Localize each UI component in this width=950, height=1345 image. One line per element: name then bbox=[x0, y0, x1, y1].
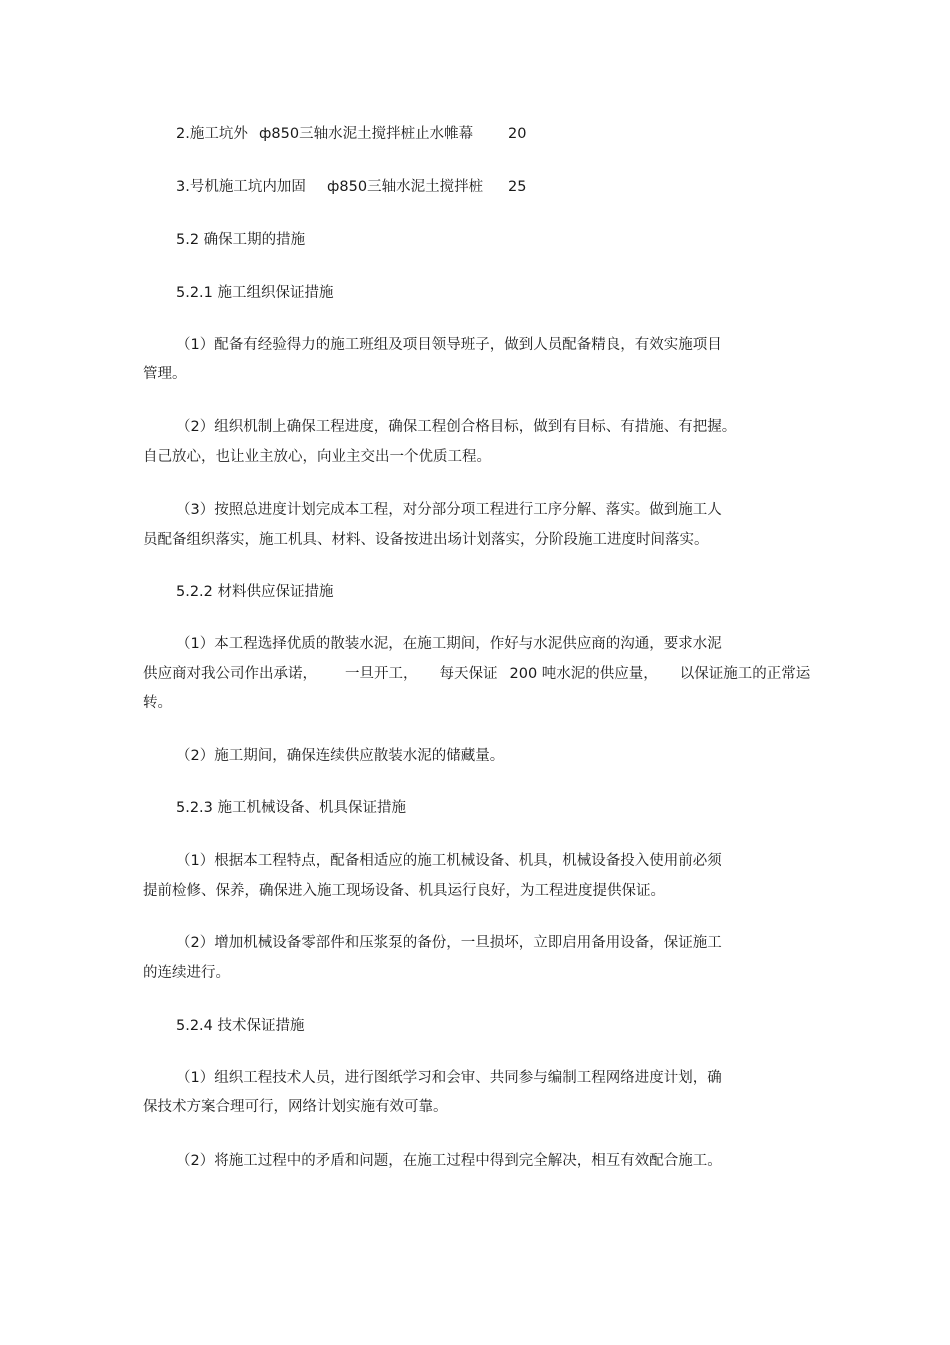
section-heading-5-2-2: 5.2.2 材料供应保证措施 bbox=[176, 584, 334, 600]
section-heading-5-2-3: 5.2.3 施工机械设备、机具保证措施 bbox=[176, 800, 407, 816]
paragraph-line: 提前检修、保养，确保进入施工现场设备、机具运行良好，为工程进度提供保证。 bbox=[143, 883, 665, 899]
paragraph-line: （1）根据本工程特点，配备相适应的施工机械设备、机具，机械设备投入使用前必须 bbox=[176, 853, 722, 869]
paragraph-line: （2）增加机械设备零部件和压浆泵的备份，一旦损坏，立即启用备用设备，保证施工 bbox=[176, 935, 722, 951]
paragraph-line: （1）本工程选择优质的散装水泥，在施工期间，作好与水泥供应商的沟通，要求水泥 bbox=[176, 636, 722, 652]
text-fragment: 一旦开工， bbox=[345, 666, 418, 682]
paragraph-line: （1）组织工程技术人员，进行图纸学习和会审、共同参与编制工程网络进度计划，确 bbox=[176, 1070, 722, 1086]
paragraph-line: （1）配备有经验得力的施工班组及项目领导班子，做到人员配备精良，有效实施项目 bbox=[176, 337, 722, 353]
paragraph-line: 保技术方案合理可行，网络计划实施有效可靠。 bbox=[143, 1099, 448, 1115]
paragraph-line: （2）组织机制上确保工程进度，确保工程创合格目标，做到有目标、有措施、有把握。 bbox=[176, 419, 737, 435]
row-value: 20 bbox=[508, 126, 527, 142]
paragraph-line: 自己放心，也让业主放心，向业主交出一个优质工程。 bbox=[143, 449, 491, 465]
section-heading-5-2-4: 5.2.4 技术保证措施 bbox=[176, 1018, 305, 1034]
table-row bbox=[176, 180, 306, 195]
row-spec: ф850三轴水泥土搅拌桩 bbox=[327, 179, 484, 195]
paragraph-line: 转。 bbox=[143, 695, 172, 711]
section-heading-5-2: 5.2 确保工期的措施 bbox=[176, 232, 306, 248]
section-heading-5-2-1: 5.2.1 施工组织保证措施 bbox=[176, 285, 334, 301]
paragraph-line: 员配备组织落实，施工机具、材料、设备按进出场计划落实，分阶段施工进度时间落实。 bbox=[143, 532, 709, 548]
paragraph-line bbox=[143, 667, 810, 682]
paragraph-line: （2）施工期间，确保连续供应散装水泥的储藏量。 bbox=[176, 748, 505, 764]
row-item: 2.施工坑外 bbox=[176, 126, 248, 142]
table-row bbox=[176, 127, 248, 142]
paragraph-line: （3）按照总进度计划完成本工程，对分部分项工程进行工序分解、落实。做到施工人 bbox=[176, 502, 722, 518]
text-fragment: 以保证施工的正常运 bbox=[679, 666, 811, 682]
paragraph-line: 的连续进行。 bbox=[143, 965, 230, 981]
paragraph-line: 管理。 bbox=[143, 366, 187, 382]
paragraph-line: （2）将施工过程中的矛盾和问题，在施工过程中得到完全解决，相互有效配合施工。 bbox=[176, 1153, 722, 1169]
text-fragment: 每天保证 bbox=[439, 666, 498, 682]
row-value: 25 bbox=[508, 179, 527, 195]
text-fragment: 供应商对我公司作出承诺， bbox=[143, 666, 317, 682]
row-spec: ф850三轴水泥土搅拌桩止水帷幕 bbox=[259, 126, 474, 142]
row-item: 3.号机施工坑内加固 bbox=[176, 179, 306, 195]
text-fragment: 200 吨水泥的供应量， bbox=[509, 666, 658, 682]
